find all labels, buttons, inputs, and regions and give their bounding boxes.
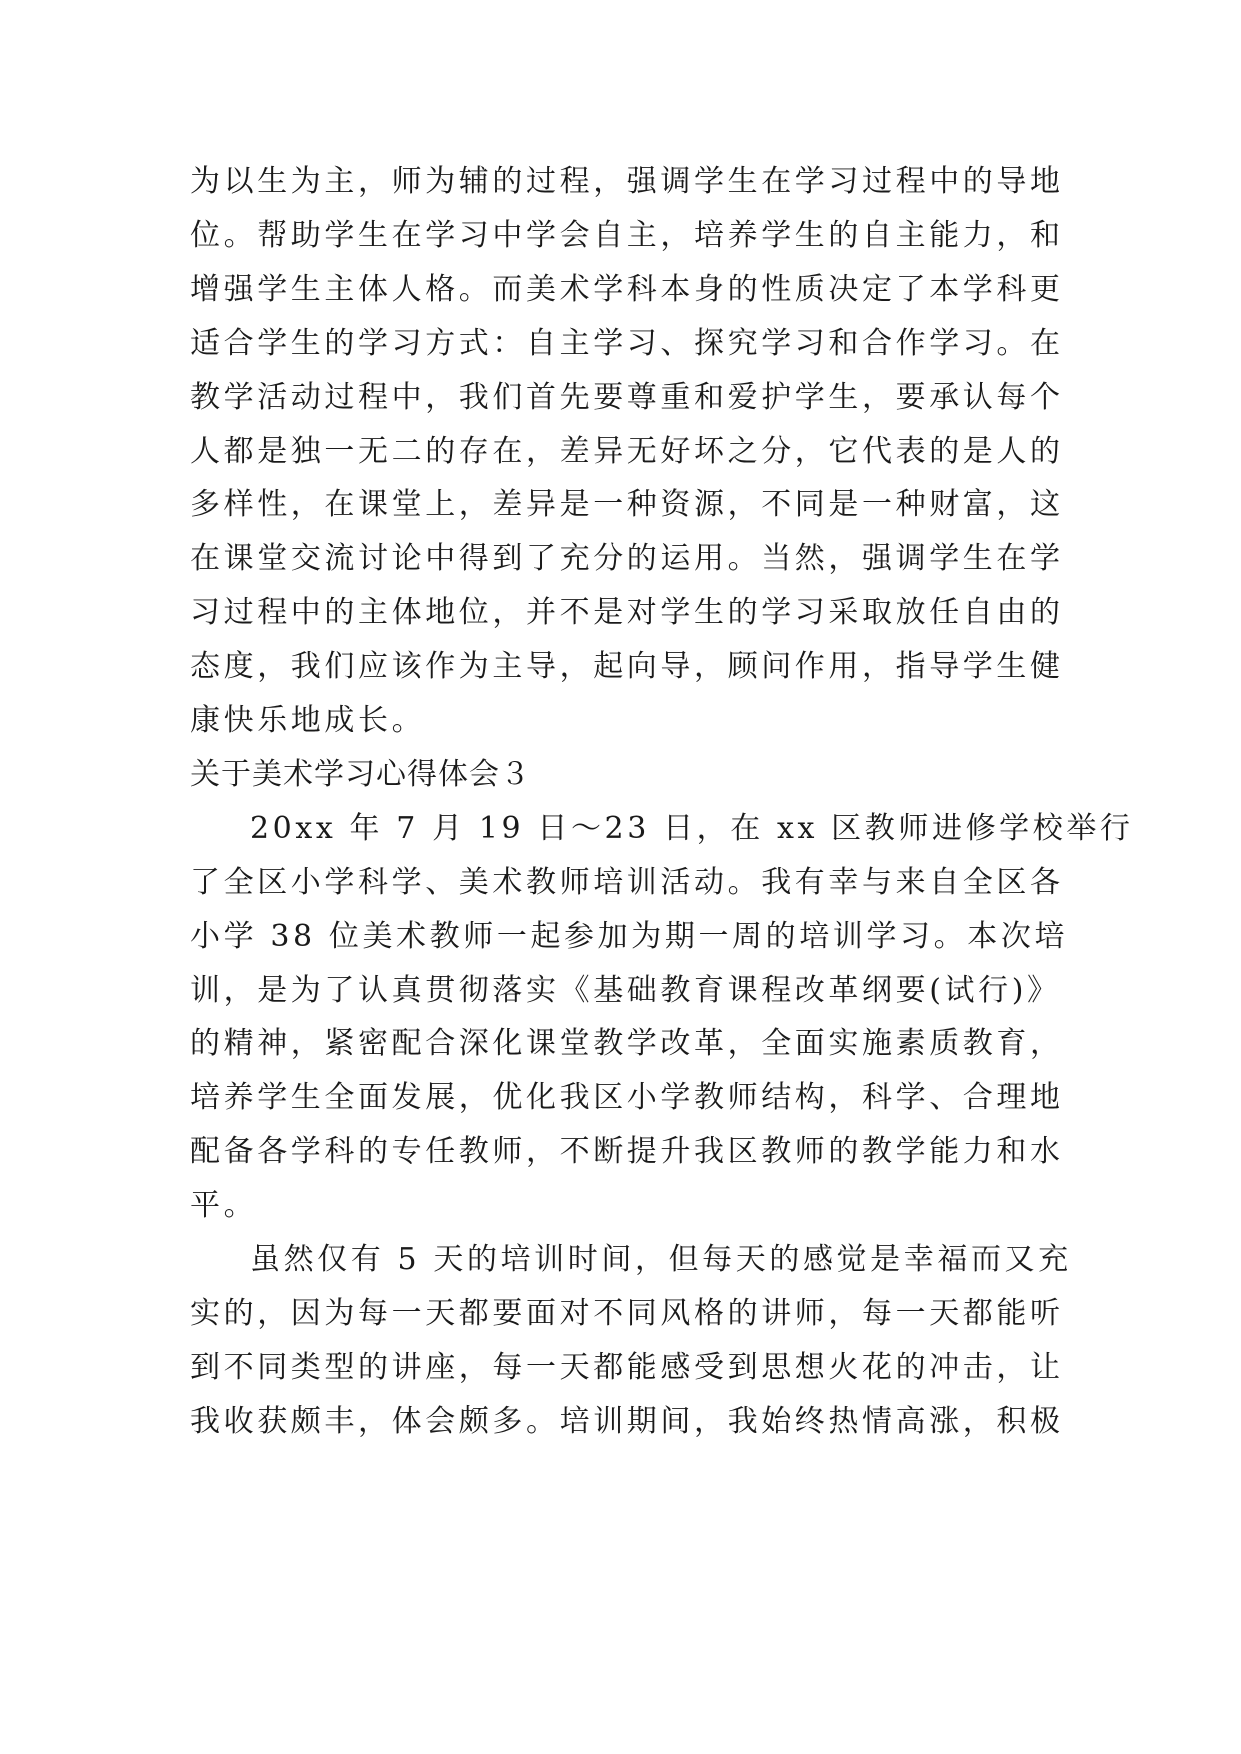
text-line: 多样性，在课堂上，差异是一种资源，不同是一种财富，这 xyxy=(190,487,1064,523)
text-line: 到不同类型的讲座，每一天都能感受到思想火花的冲击，让 xyxy=(190,1349,1064,1385)
text-line: 平。 xyxy=(190,1188,258,1224)
text-line: 为以生为主，师为辅的过程，强调学生在学习过程中的导地 xyxy=(190,164,1064,199)
text-line: 康快乐地成长。 xyxy=(190,703,426,738)
text-line: 在课堂交流讨论中得到了充分的运用。当然，强调学生在学 xyxy=(190,541,1064,577)
text-line: 增强学生主体人格。而美术学科本身的性质决定了本学科更 xyxy=(190,271,1064,307)
text-line: 20xx 年 7 月 19 日～23 日，在 xx 区教师进修学校举行 xyxy=(250,810,1134,846)
text-line: 了全区小学科学、美术教师培训活动。我有幸与来自全区各 xyxy=(190,864,1064,900)
text-line: 配备各学科的专任教师，不断提升我区教师的教学能力和水 xyxy=(190,1134,1064,1170)
text-line: 适合学生的学习方式：自主学习、探究学习和合作学习。在 xyxy=(190,325,1064,361)
text-line: 教学活动过程中，我们首先要尊重和爱护学生，要承认每个 xyxy=(190,379,1064,415)
text-line: 培养学生全面发展，优化我区小学教师结构，科学、合理地 xyxy=(190,1080,1064,1116)
text-line: 人都是独一无二的存在，差异无好坏之分，它代表的是人的 xyxy=(190,433,1064,469)
text-line: 习过程中的主体地位，并不是对学生的学习采取放任自由的 xyxy=(190,595,1064,631)
text-line: 我收获颇丰，体会颇多。培训期间，我始终热情高涨，积极 xyxy=(190,1403,1064,1439)
text-line: 态度，我们应该作为主导，起向导，顾问作用，指导学生健 xyxy=(190,649,1064,685)
text-line: 小学 38 位美术教师一起参加为期一周的培训学习。本次培 xyxy=(190,918,1069,954)
text-line: 的精神，紧密配合深化课堂教学改革，全面实施素质教育， xyxy=(190,1026,1064,1062)
text-line: 位。帮助学生在学习中学会自主，培养学生的自主能力，和 xyxy=(190,217,1064,253)
text-line: 虽然仅有 5 天的培训时间，但每天的感觉是幸福而又充 xyxy=(250,1242,1072,1277)
text-line: 实的，因为每一天都要面对不同风格的讲师，每一天都能听 xyxy=(190,1295,1064,1331)
section-heading: 关于美术学习心得体会３ xyxy=(190,756,531,792)
text-line: 训，是为了认真贯彻落实《基础教育课程改革纲要(试行)》 xyxy=(190,972,1061,1008)
